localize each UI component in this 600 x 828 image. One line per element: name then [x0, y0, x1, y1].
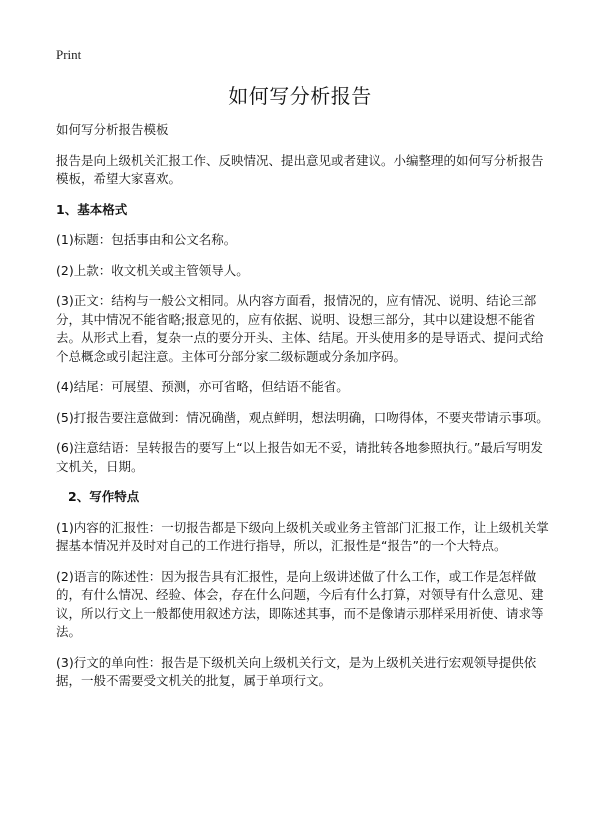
basic-format-item: (3)正文：结构与一般公文相同。从内容方面看，报情况的，应有情况、说明、结论三部分，其中情况不能省略;报意见的，应有依据、说明、设想三部分，其中以建设想不能省去。从形式上看，复杂一点的要分开头、主体、结尾。开头使用多的是导语式、提问式给个总概念或引起注意。主体可分部分家二级标题或分条加序码。: [56, 293, 544, 364]
basic-format-item: (6)注意结语：呈转报告的要写上“以上报告如无不妥，请批转各地参照执行。”最后写明发文机关，日期。: [56, 440, 543, 474]
basic-format-item: (4)结尾：可展望、预测，亦可省略，但结语不能省。: [56, 379, 349, 394]
page-title: 如何写分析报告: [228, 84, 372, 108]
print-link[interactable]: Print: [56, 47, 82, 62]
document-subtitle: 如何写分析报告模板: [56, 122, 169, 137]
basic-format-item: (1)标题：包括事由和公文名称。: [56, 232, 237, 247]
writing-feature-item: (2)语言的陈述性：因为报告具有汇报性，是向上级讲述做了什么工作，或工作是怎样做的，有什么情况、经验、体会，存在什么问题，今后有什么打算，对领导有什么意见、建议，所以行文上一般都使用叙述方法，即陈述其事，而不是像请示那样采用祈使、请求等法。: [56, 568, 544, 639]
section-heading-writing-features: 2、写作特点: [68, 489, 140, 504]
basic-format-item: (2)上款：收文机关或主管领导人。: [56, 262, 249, 278]
intro-paragraph: 报告是向上级机关汇报工作、反映情况、提出意见或者建议。小编整理的如何写分析报告模板，希望大家喜欢。: [56, 152, 544, 186]
document-body: [56, 121, 550, 703]
basic-format-item: (5)打报告要注意做到：情况确凿，观点鲜明，想法明确，口吻得体，不要夹带请示事项。: [56, 409, 549, 425]
writing-feature-item: (3)行文的单向性：报告是下级机关向上级机关行文，是为上级机关进行宏观领导提供依据，一般不需要受文机关的批复，属于单项行文。: [56, 654, 537, 688]
writing-feature-item: (1)内容的汇报性：一切报告都是下级向上级机关或业务主管部门汇报工作，让上级机关掌握基本情况并及时对自己的工作进行指导，所以，汇报性是“报告”的一个大特点。: [56, 519, 549, 553]
section-heading-basic-format: 1、基本格式: [56, 201, 128, 217]
